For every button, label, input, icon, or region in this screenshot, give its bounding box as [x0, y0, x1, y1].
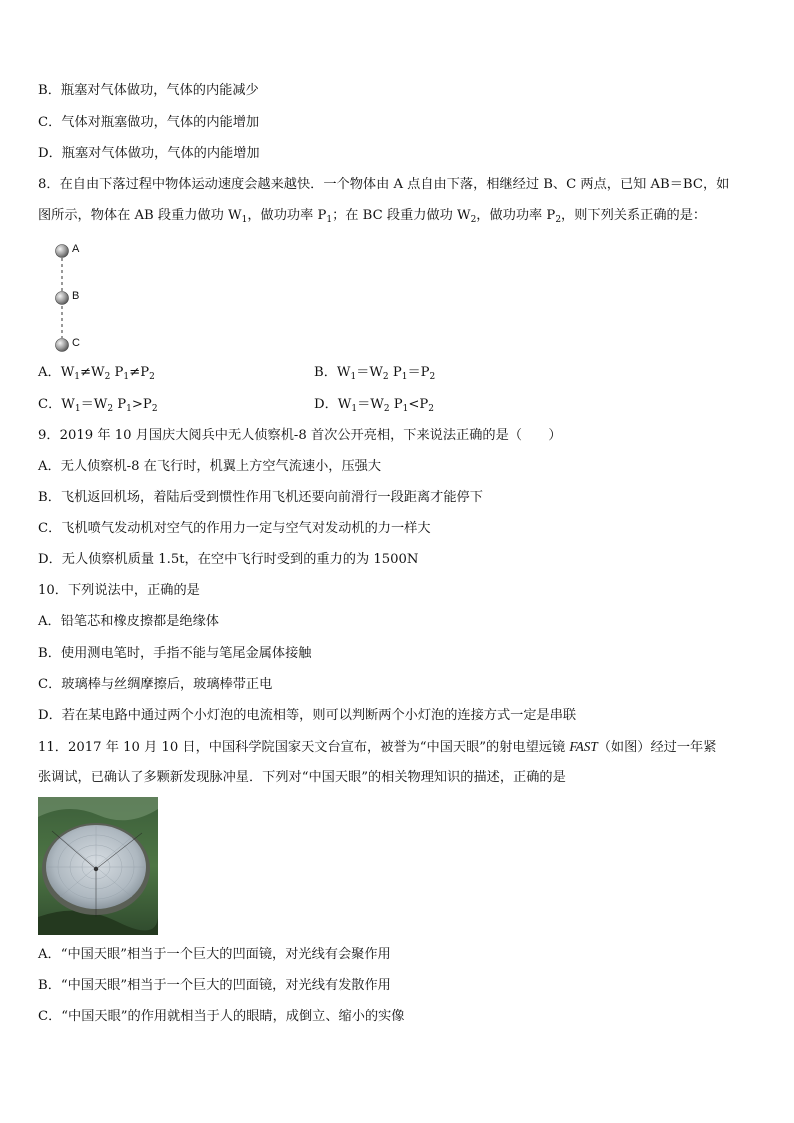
option-10a: A．铅笔芯和橡皮擦都是绝缘体: [38, 614, 219, 629]
option-8d: D．$W_1=W_2$ $P_1<P_2$: [314, 397, 435, 414]
question-8-stem-line1: 8．在自由下落过程中物体运动速度会越来越快．一个物体由 A 点自由下落，相继经过 B、C 两点，已知 AB＝BC，如: [38, 177, 730, 192]
option-10c: C．玻璃棒与丝绸摩擦后，玻璃棒带正电: [38, 677, 273, 692]
question-8-stem-line2: 图所示，物体在 AB 段重力做功 $W_1$，做功功率 $P_1$；在 BC 段重力做功 $W_2$，做功功率 $P_2$，则下列关系正确的是：: [38, 208, 707, 225]
option-9c: C．飞机喷气发动机对空气的作用力一定与空气对发动机的力一样大: [38, 521, 431, 536]
point-b-label: B: [72, 290, 80, 302]
option-11b: B．“中国天眼”相当于一个巨大的凹面镜，对光线有发散作用: [38, 978, 391, 993]
option-10b: B．使用测电笔时，手指不能与笔尾金属体接触: [38, 646, 312, 661]
option-7b: B．瓶塞对气体做功，气体的内能减少: [38, 83, 259, 98]
option-7c: C．气体对瓶塞做功，气体的内能增加: [38, 115, 260, 130]
option-10d: D．若在某电路中通过两个小灯泡的电流相等，则可以判断两个小灯泡的连接方式一定是串联: [38, 708, 577, 723]
option-9a: A．无人侦察机-8 在飞行时，机翼上方空气流速小，压强大: [38, 459, 382, 474]
option-7d: D．瓶塞对气体做功，气体的内能增加: [38, 146, 260, 161]
fast-telescope-photo: [38, 797, 158, 935]
point-c-label: C: [72, 337, 80, 349]
question-10-stem: 10．下列说法中，正确的是: [38, 583, 200, 598]
question-9-stem: 9．2019 年 10 月国庆大阅兵中无人侦察机-8 首次公开亮相，下来说法正确的是（ ）: [38, 428, 562, 443]
option-8a: A．$W_1\ne W_2$ $P_1\ne P_2$: [38, 365, 155, 382]
question-11-stem-line1: 11．2017 年 10 月 10 日，中国科学院国家天文台宣布，被誉为“中国天眼”的射电望远镜 FAST（如图）经过一年紧: [38, 739, 717, 755]
option-8b: B．$W_1=W_2$ $P_1=P_2$: [314, 365, 436, 382]
free-fall-diagram: [48, 242, 108, 354]
point-c-ball: [56, 339, 69, 352]
option-9b: B．飞机返回机场，着陆后受到惯性作用飞机还要向前滑行一段距离才能停下: [38, 490, 483, 505]
question-11-stem-line2: 张调试，已确认了多颗新发现脉冲星．下列对“中国天眼”的相关物理知识的描述，正确的是: [38, 770, 566, 785]
option-9d: D．无人侦察机质量 1.5t，在空中飞行时受到的重力的为 1500N: [38, 552, 419, 567]
option-11a: A．“中国天眼”相当于一个巨大的凹面镜，对光线有会聚作用: [38, 947, 391, 962]
point-a-ball: [56, 245, 69, 258]
point-b-ball: [56, 292, 69, 305]
option-8c: C．$W_1=W_2$ $P_1>P_2$: [38, 397, 158, 414]
option-11c: C．“中国天眼”的作用就相当于人的眼睛，成倒立、缩小的实像: [38, 1009, 405, 1024]
point-a-label: A: [72, 243, 80, 255]
